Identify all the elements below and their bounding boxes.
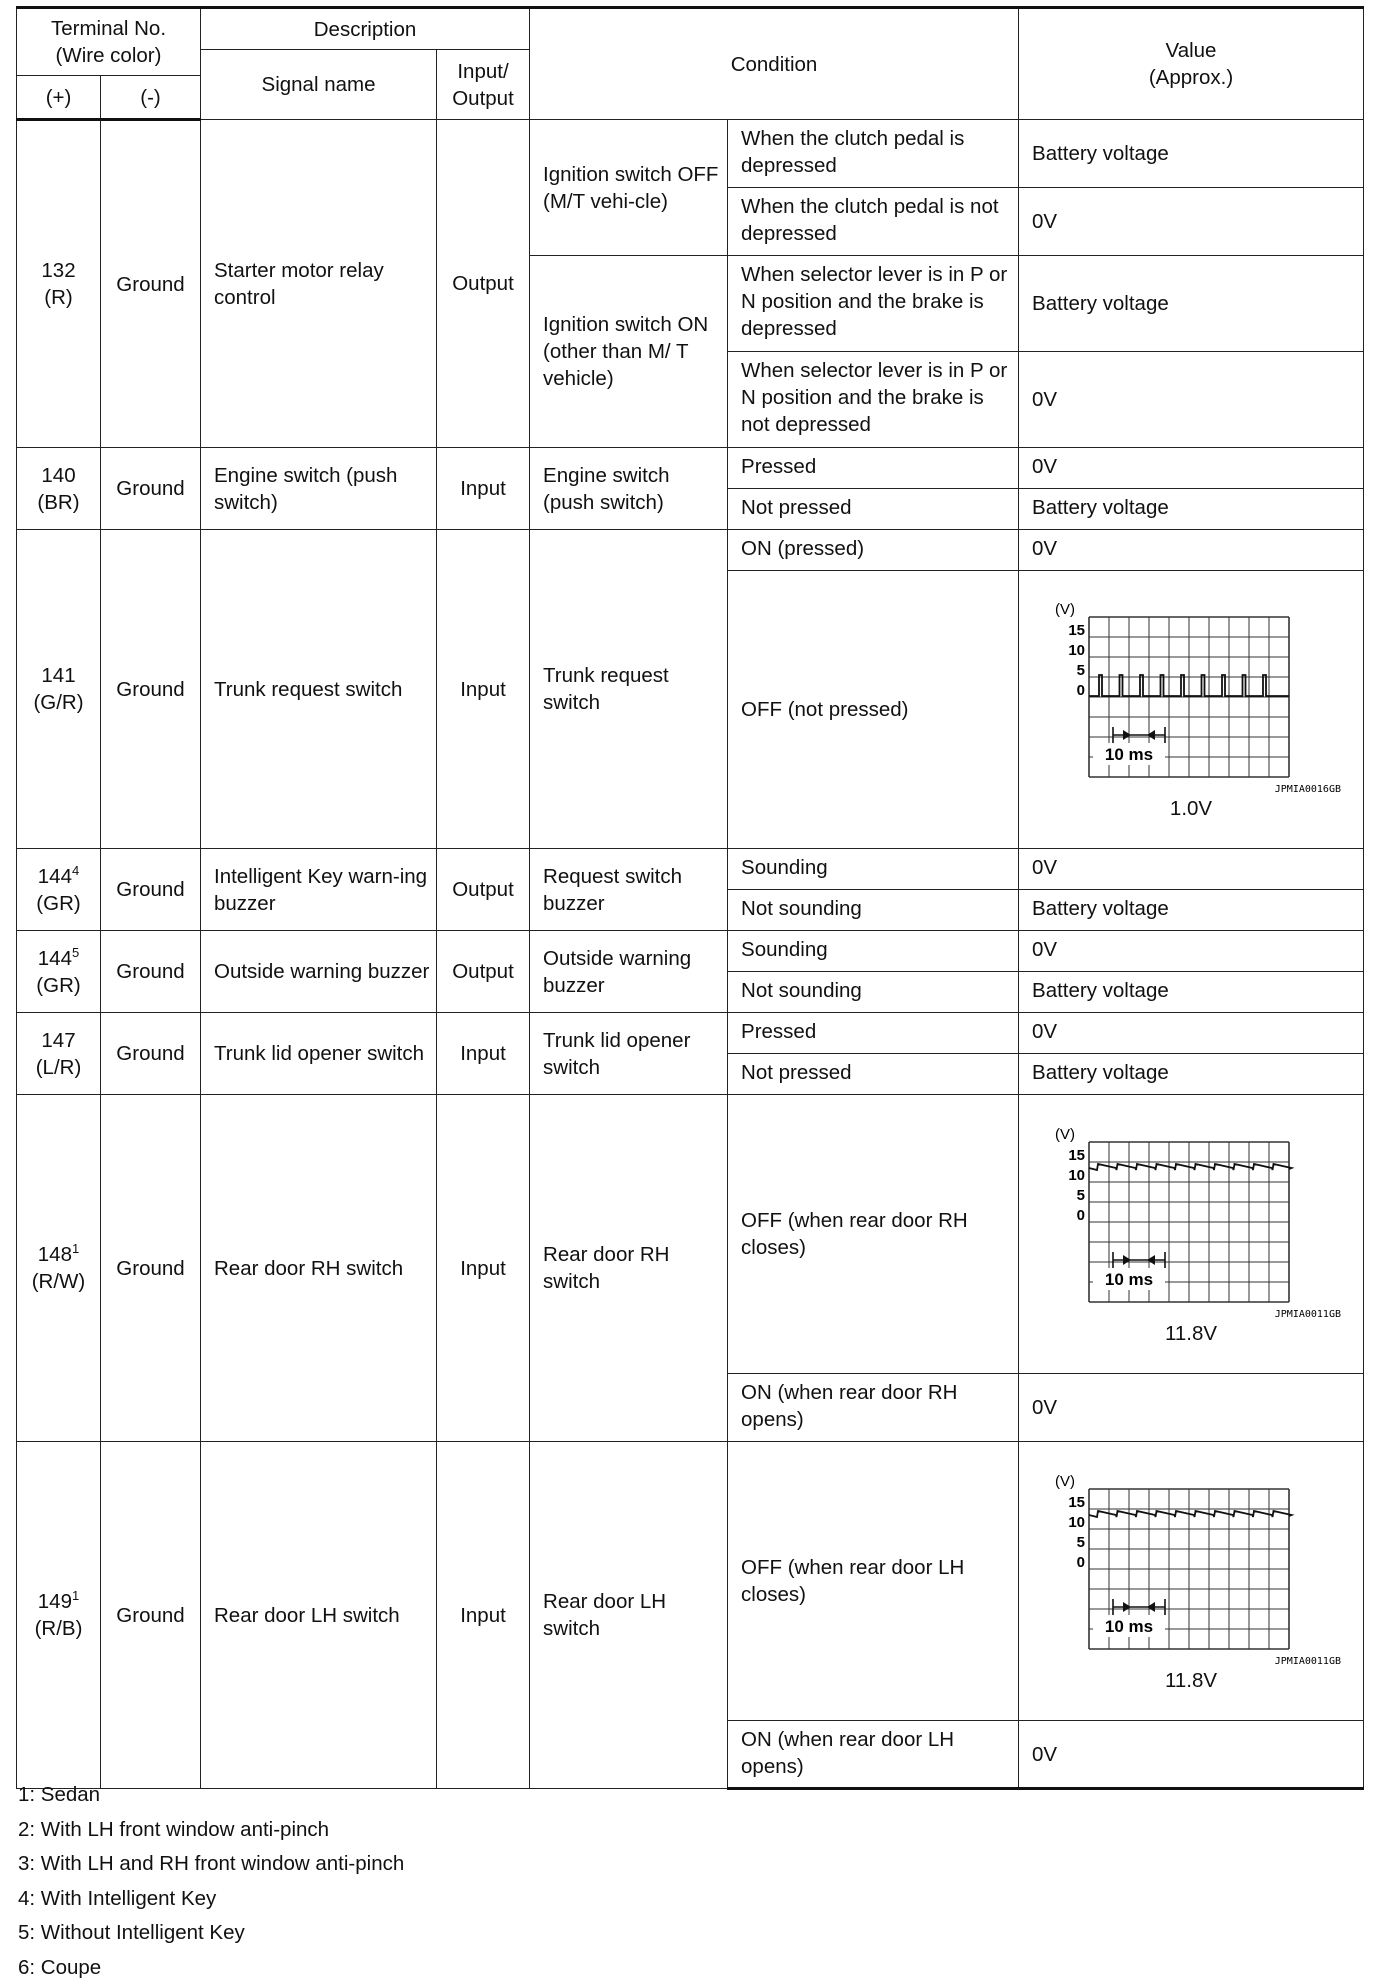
wire-color: (BR)	[37, 491, 79, 514]
sub-condition: When the clutch pedal is not depressed	[728, 188, 1019, 256]
header-description: Description	[201, 8, 530, 50]
waveform-tick-label: 5	[1077, 1533, 1085, 1550]
waveform-unit-label: (V)	[1055, 601, 1075, 618]
signal-name: Rear door LH switch	[201, 1442, 437, 1789]
signal-name: Rear door RH switch	[201, 1095, 437, 1442]
terminal-number: 132	[41, 259, 75, 282]
wire-color: (R/B)	[35, 1617, 83, 1640]
sub-condition: OFF (when rear door LH closes)	[728, 1442, 1019, 1721]
ground-cell: Ground	[101, 1013, 201, 1095]
ground-cell: Ground	[101, 1095, 201, 1442]
condition-cell: Ignition switch ON (other than M/ T vehicle)	[530, 256, 728, 448]
ground-cell: Ground	[101, 530, 201, 849]
terminal-cell	[17, 448, 101, 530]
condition-cell: Trunk lid opener switch	[530, 1013, 728, 1095]
wire-color: (R/W)	[32, 1270, 86, 1293]
waveform-tick-label: 5	[1077, 662, 1085, 679]
waveform-cell	[1019, 1095, 1364, 1374]
sub-condition: When the clutch pedal is depressed	[728, 120, 1019, 188]
footnotes	[18, 1778, 404, 1985]
sub-condition: ON (pressed)	[728, 530, 1019, 571]
terminal-number: 141	[41, 664, 75, 687]
terminal-number: 149	[38, 1590, 72, 1613]
condition-cell: Ignition switch OFF (M/T vehi-cle)	[530, 120, 728, 256]
io-cell: Input	[437, 1013, 530, 1095]
header-condition: Condition	[530, 8, 1019, 120]
waveform-value: 11.8V	[1023, 1320, 1359, 1347]
signal-name: Trunk lid opener switch	[201, 1013, 437, 1095]
sub-condition: Sounding	[728, 849, 1019, 890]
header-input-output: Input/ Output	[437, 50, 530, 120]
waveform-value: 11.8V	[1023, 1667, 1359, 1694]
footnote-ref: 4	[72, 863, 79, 878]
waveform-value: 1.0V	[1023, 795, 1359, 822]
condition-cell: Request switch buzzer	[530, 849, 728, 931]
terminal-number: 144	[38, 865, 72, 888]
header-minus: (-)	[101, 76, 201, 120]
ground-cell: Ground	[101, 849, 201, 931]
terminal-number: 144	[38, 947, 72, 970]
wire-color: (GR)	[36, 974, 80, 997]
waveform-time-marker	[1113, 1599, 1165, 1615]
waveform-tick-label: 15	[1068, 1147, 1085, 1164]
condition-cell: Trunk request switch	[530, 530, 728, 849]
footnote: 6: Coupe	[18, 1951, 404, 1985]
footnote: 4: With Intelligent Key	[18, 1882, 404, 1917]
waveform-unit-label: (V)	[1055, 1473, 1075, 1490]
sub-condition: When selector lever is in P or N position and the brake is depressed	[728, 256, 1019, 352]
waveform-cell	[1019, 571, 1364, 849]
signal-name: Engine switch (push switch)	[201, 448, 437, 530]
ground-cell: Ground	[101, 931, 201, 1013]
sub-condition: Not pressed	[728, 1054, 1019, 1095]
header-terminal-label: Terminal No.	[51, 17, 166, 40]
sub-condition: OFF (when rear door RH closes)	[728, 1095, 1019, 1374]
io-cell: Output	[437, 849, 530, 931]
wire-color: (GR)	[36, 892, 80, 915]
waveform-oscilloscope-graph	[1053, 1120, 1343, 1320]
waveform-time-label: 10 ms	[1105, 1270, 1153, 1289]
sub-condition: When selector lever is in P or N position and the brake is not depressed	[728, 352, 1019, 448]
sub-condition: Pressed	[728, 1013, 1019, 1054]
terminal-cell	[17, 849, 101, 931]
sub-condition: Not sounding	[728, 890, 1019, 931]
waveform-trace	[1089, 1511, 1292, 1517]
value-cell: 0V	[1019, 1721, 1364, 1789]
value-cell: 0V	[1019, 352, 1364, 448]
value-cell: Battery voltage	[1019, 489, 1364, 530]
waveform-tick-label: 15	[1068, 1494, 1085, 1511]
condition-cell: Outside warning buzzer	[530, 931, 728, 1013]
waveform-oscilloscope-graph	[1053, 1467, 1343, 1667]
waveform-tick-label: 0	[1077, 682, 1085, 699]
terminal-spec-table	[16, 6, 1364, 1790]
value-cell: 0V	[1019, 530, 1364, 571]
condition-cell: Rear door LH switch	[530, 1442, 728, 1789]
value-cell: 0V	[1019, 849, 1364, 890]
waveform-tick-label: 10	[1068, 1166, 1085, 1183]
value-cell: Battery voltage	[1019, 256, 1364, 352]
wire-color: (G/R)	[33, 691, 83, 714]
waveform-tick-label: 0	[1077, 1206, 1085, 1223]
terminal-cell	[17, 931, 101, 1013]
footnote: 2: With LH front window anti-pinch	[18, 1813, 404, 1848]
io-cell: Output	[437, 120, 530, 448]
io-cell: Input	[437, 448, 530, 530]
waveform-cell	[1019, 1442, 1364, 1721]
value-cell: 0V	[1019, 931, 1364, 972]
sub-condition: ON (when rear door RH opens)	[728, 1374, 1019, 1442]
waveform-oscilloscope-graph	[1053, 595, 1343, 795]
waveform-tick-label: 10	[1068, 1513, 1085, 1530]
waveform-figure-code: JPMIA0016GB	[1275, 784, 1341, 795]
header-value	[1019, 8, 1364, 120]
terminal-cell	[17, 1442, 101, 1789]
footnote-ref: 5	[72, 945, 79, 960]
value-cell: 0V	[1019, 448, 1364, 489]
sub-condition: Not pressed	[728, 489, 1019, 530]
header-wire-color-label: (Wire color)	[56, 44, 162, 67]
terminal-cell	[17, 1095, 101, 1442]
signal-name: Outside warning buzzer	[201, 931, 437, 1013]
wire-color: (R)	[44, 286, 72, 309]
io-cell: Input	[437, 1442, 530, 1789]
value-cell: Battery voltage	[1019, 890, 1364, 931]
value-cell: 0V	[1019, 188, 1364, 256]
footnote-ref: 1	[72, 1588, 79, 1603]
signal-name: Trunk request switch	[201, 530, 437, 849]
sub-condition: Pressed	[728, 448, 1019, 489]
condition-cell: Engine switch (push switch)	[530, 448, 728, 530]
value-cell: 0V	[1019, 1374, 1364, 1442]
footnote: 5: Without Intelligent Key	[18, 1916, 404, 1951]
terminal-cell	[17, 530, 101, 849]
condition-cell: Rear door RH switch	[530, 1095, 728, 1442]
terminal-number: 147	[41, 1029, 75, 1052]
ground-cell: Ground	[101, 448, 201, 530]
footnote: 1: Sedan	[18, 1778, 404, 1813]
waveform-figure-code: JPMIA0011GB	[1275, 1656, 1341, 1667]
header-value-label: Value	[1166, 39, 1217, 62]
sub-condition: ON (when rear door LH opens)	[728, 1721, 1019, 1789]
sub-condition: OFF (not pressed)	[728, 571, 1019, 849]
waveform-time-label: 10 ms	[1105, 1617, 1153, 1636]
footnote: 3: With LH and RH front window anti-pinch	[18, 1847, 404, 1882]
terminal-number: 148	[38, 1243, 72, 1266]
terminal-cell	[17, 1013, 101, 1095]
header-value-approx: (Approx.)	[1149, 66, 1233, 89]
signal-name: Intelligent Key warn-ing buzzer	[201, 849, 437, 931]
io-cell: Input	[437, 1095, 530, 1442]
value-cell: Battery voltage	[1019, 1054, 1364, 1095]
waveform-time-marker	[1113, 1252, 1165, 1268]
header-terminal-no	[17, 8, 201, 76]
terminal-cell	[17, 120, 101, 448]
ground-cell: Ground	[101, 120, 201, 448]
wire-color: (L/R)	[36, 1056, 82, 1079]
io-cell: Input	[437, 530, 530, 849]
header-signal-name: Signal name	[201, 50, 437, 120]
signal-name: Starter motor relay control	[201, 120, 437, 448]
waveform-tick-label: 10	[1068, 642, 1085, 659]
sub-condition: Not sounding	[728, 972, 1019, 1013]
header-plus: (+)	[17, 76, 101, 120]
sub-condition: Sounding	[728, 931, 1019, 972]
footnote-ref: 1	[72, 1241, 79, 1256]
value-cell: Battery voltage	[1019, 972, 1364, 1013]
io-cell: Output	[437, 931, 530, 1013]
value-cell: 0V	[1019, 1013, 1364, 1054]
waveform-tick-label: 15	[1068, 622, 1085, 639]
value-cell: Battery voltage	[1019, 120, 1364, 188]
waveform-time-marker	[1113, 727, 1165, 743]
waveform-tick-label: 5	[1077, 1186, 1085, 1203]
ground-cell: Ground	[101, 1442, 201, 1789]
waveform-tick-label: 0	[1077, 1553, 1085, 1570]
waveform-time-label: 10 ms	[1105, 745, 1153, 764]
waveform-trace	[1089, 1164, 1292, 1170]
waveform-unit-label: (V)	[1055, 1126, 1075, 1143]
waveform-figure-code: JPMIA0011GB	[1275, 1309, 1341, 1320]
terminal-number: 140	[41, 464, 75, 487]
